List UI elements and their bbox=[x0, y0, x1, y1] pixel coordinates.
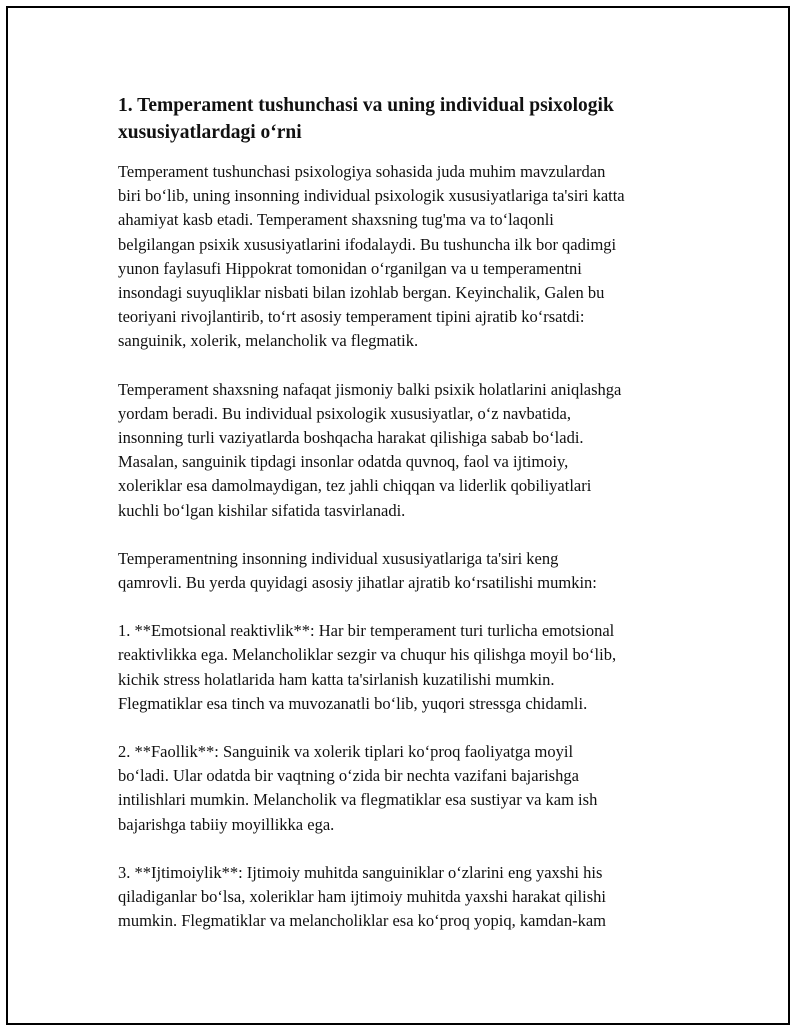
paragraph-influence: Temperamentning insonning individual xususiyatlariga ta'siri keng qamrovli. Bu yerda quyidagi asosiy jihatlar ajratib ko‘rsatilishi mumkin: bbox=[118, 548, 597, 593]
document-body bbox=[118, 92, 688, 957]
paragraph-psychic-states: Temperament shaxsning nafaqat jismoniy balki psixik holatlarini aniqlashga yordam beradi. Bu individual psixologik xususiyatlar, o‘z navbatida, insonning turli vaziyatlarda boshqacha harakat qilishiga sabab bo‘ladi. Masalan, sanguinik tipdagi insonlar odatda quvnoq, faol va ijtimoiy, xoleriklar esa damolmaydigan, tez jahli chiqqan va liderlik qobiliyatlari kuchli bo‘lgan kishilar sifatida tasvirlanadi. bbox=[118, 379, 622, 520]
list-item-sociability: 3. **Ijtimoiylik**: Ijtimoiy muhitda sanguiniklar o‘zlarini eng yaxshi his qiladiganlar bo‘lsa, xoleriklar ham ijtimoiy muhitda yaxshi harakat qilishi mumkin. Flegmatiklar va melancholiklar esa ko‘proq yopiq, kamdan-kam bbox=[118, 862, 607, 931]
list-item-activity: 2. **Faollik**: Sanguinik va xolerik tiplari ko‘proq faoliyatga moyil bo‘ladi. Ular odatda bir vaqtning o‘zida bir nechta vazifani bajarishga intilishlari mumkin. Melancholik va flegmatiklar esa sustiyar va kam ish bajarishga tabiiy moyillikka ega. bbox=[118, 742, 598, 834]
list-item-emotional-reactivity: 1. **Emotsional reaktivlik**: Har bir temperament turi turlicha emotsional reaktivlikka ega. Melancholiklar sezgir va chuqur his qilishga moyil bo‘lib, kichik stress holatlarida ham katta ta'sirlanish kuzatilishi mumkin. Flegmatiklar esa tinch va muvozanatli bo‘lib, yuqori stressga chidamli. bbox=[118, 621, 617, 713]
paragraph-intro: Temperament tushunchasi psixologiya sohasida juda muhim mavzulardan biri bo‘lib, uning insonning individual psixologik xususiyatlariga ta'siri katta ahamiyat kasb etadi. Temperament shaxsning tug'ma va to‘laqonli belgilangan psixik xususiyatlarini ifodalaydi. Bu tushuncha ilk bor qadimgi yunon faylasufi Hippokrat tomonidan o‘rganilgan va u temperamentni insondagi suyuqliklar nisbati bilan izohlab bergan. Keyinchalik, Galen bu teoriyani rivojlantirib, to‘rt asosiy temperament tipini ajratib ko‘rsatdi: sanguinik, xolerik, melancholik va flegmatik. bbox=[118, 162, 625, 351]
section-heading: 1. Temperament tushunchasi va uning individual psixologik xususiyatlardagi o‘rni bbox=[118, 95, 614, 143]
